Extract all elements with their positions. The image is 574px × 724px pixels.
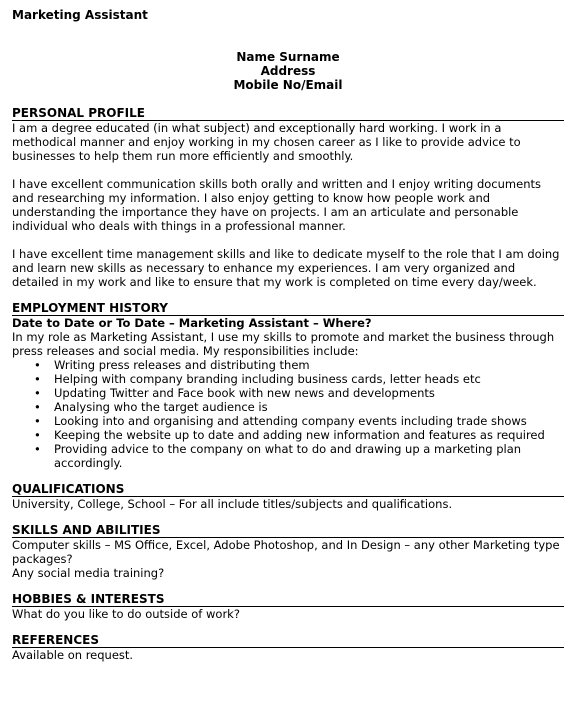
responsibilities-list: [12, 358, 564, 470]
profile-paragraph: I have excellent communication skills both orally and written and I enjoy writing documents and researching my information. I also enjoy getting to know how people work and understanding the importance they have on projects. I am an articulate and personable individual who deals with things in a professional manner.: [12, 177, 541, 233]
profile-paragraph: I have excellent time management skills and like to dedicate myself to the role that I am doing and learn new skills as necessary to enhance my experiences. I am very organized and detailed in my work and like to ensure that my work is completed on time every day/week.: [12, 247, 560, 289]
section-heading: QUALIFICATIONS: [12, 482, 564, 497]
list-item: • Providing advice to the company on what to do and drawing up a marketing plan accordingly.: [54, 442, 564, 470]
section-hobbies: [12, 592, 564, 621]
cv-document: [12, 8, 564, 674]
section-heading: PERSONAL PROFILE: [12, 106, 564, 121]
section-heading: EMPLOYMENT HISTORY: [12, 301, 564, 316]
list-item: • Analysing who the target audience is: [54, 400, 564, 414]
list-item: • Keeping the website up to date and adding new information and features as required: [54, 428, 564, 442]
section-qualifications: [12, 482, 564, 511]
contact-header: [12, 50, 564, 92]
list-item: • Writing press releases and distributing them: [54, 358, 564, 372]
list-item: • Helping with company branding including business cards, letter heads etc: [54, 372, 564, 386]
job-intro: In my role as Marketing Assistant, I use my skills to promote and market the business through press releases and social media. My responsibilities include:: [12, 330, 555, 358]
list-item: • Updating Twitter and Face book with new news and developments: [54, 386, 564, 400]
skills-line: Computer skills – MS Office, Excel, Adobe Photoshop, and In Design – any other Marketing type packages?: [12, 538, 560, 566]
profile-paragraph: I am a degree educated (in what subject) and exceptionally hard working. I work in a methodical manner and enjoy working in my chosen career as I like to provide advice to businesses to help them run more efficiently and smoothly.: [12, 121, 521, 163]
section-references: [12, 633, 564, 662]
section-heading: REFERENCES: [12, 633, 564, 648]
contact-line: Mobile No/Email: [233, 78, 343, 92]
section-heading: HOBBIES & INTERESTS: [12, 592, 564, 607]
section-personal-profile: [12, 106, 564, 289]
references-text: Available on request.: [12, 648, 134, 662]
qualifications-text: University, College, School – For all include titles/subjects and qualifications.: [12, 497, 453, 511]
list-item: • Looking into and organising and attending company events including trade shows: [54, 414, 564, 428]
section-employment-history: [12, 301, 564, 470]
name-line: Name Surname: [236, 50, 340, 64]
hobbies-text: What do you like to do outside of work?: [12, 607, 240, 621]
address-line: Address: [260, 64, 316, 78]
job-title: Date to Date or To Date – Marketing Assistant – Where?: [12, 316, 372, 330]
section-skills: [12, 523, 564, 580]
skills-line: Any social media training?: [12, 566, 165, 580]
document-title: Marketing Assistant: [12, 8, 148, 22]
section-heading: SKILLS AND ABILITIES: [12, 523, 564, 538]
